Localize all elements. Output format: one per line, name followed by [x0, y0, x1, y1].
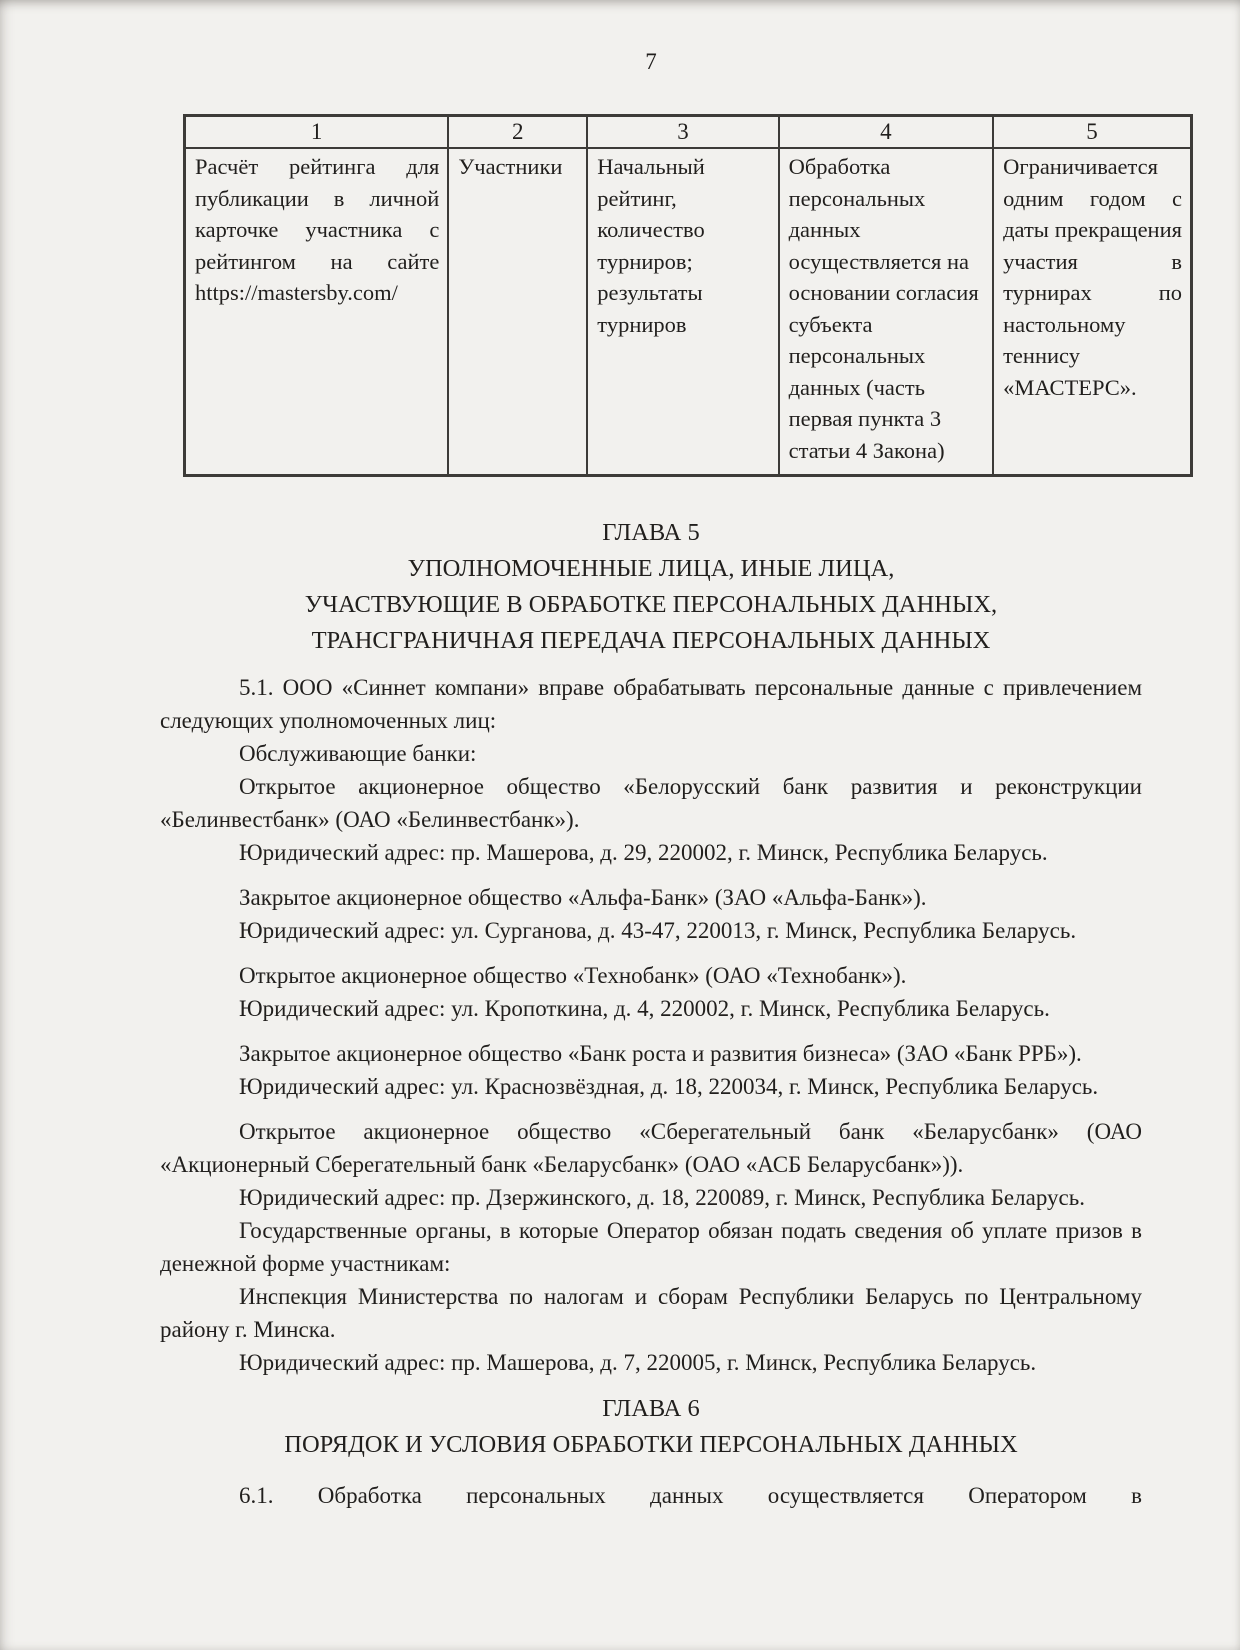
table-header-col2: 2 — [448, 116, 587, 149]
cell-legal-basis: Обработка персональных данных осуществляется на основании согласия субъекта персональных данных (часть первая пункта 3 статьи 4 Закона) — [779, 148, 993, 476]
paragraph-6-1: 6.1. Обработка персональных данных осуществляется Оператором в — [239, 1483, 1142, 1508]
page-content — [160, 0, 1182, 1512]
paragraph-rrb-bank: Закрытое акционерное общество «Банк роста и развития бизнеса» (ЗАО «Банк РРБ»). — [239, 1041, 1082, 1066]
paragraph-belinvestbank: Открытое акционерное общество «Белорусский банк развития и реконструкции «Белинвестбанк» (ОАО «Белинвестбанк»). — [160, 774, 1142, 832]
cell-data-list: Начальный рейтинг, количество турниров; результаты турниров — [587, 148, 778, 476]
chapter-5-title-line1: УПОЛНОМОЧЕННЫЕ ЛИЦА, ИНЫЕ ЛИЦА, — [407, 555, 895, 582]
chapter-6-title: ПОРЯДОК И УСЛОВИЯ ОБРАБОТКИ ПЕРСОНАЛЬНЫХ ДАННЫХ — [284, 1431, 1018, 1458]
chapter-6-heading — [160, 1391, 1142, 1463]
paragraph-alfa-bank: Закрытое акционерное общество «Альфа-Банк» (ЗАО «Альфа-Банк»). — [239, 885, 927, 910]
cell-storage-period: Ограничивается одним годом с даты прекращения участия в турнирах по настольному теннису «МАСТЕРС». — [993, 148, 1191, 476]
table-header-row — [185, 116, 1192, 149]
chapter-6-number: ГЛАВА 6 — [602, 1395, 700, 1422]
cell-subjects: Участники — [448, 148, 587, 476]
table-header-col5: 5 — [993, 116, 1191, 149]
paragraph-tax-inspection: Инспекция Министерства по налогам и сборам Республики Беларусь по Центральному району г. Минска. — [160, 1284, 1142, 1342]
table-header-col1: 1 — [185, 116, 449, 149]
table-header-col4: 4 — [779, 116, 993, 149]
paragraph-serving-banks: Обслуживающие банки: — [239, 741, 477, 766]
chapter-6-body — [160, 1479, 1142, 1512]
table-row — [185, 148, 1192, 476]
cell-processing-purpose: Расчёт рейтинга для публикации в личной карточке участника с рейтингом на сайте https://mastersby.com/ — [185, 148, 449, 476]
paragraph-belarusbank: Открытое акционерное общество «Сберегательный банк «Беларусбанк» (ОАО «Акционерный Сберегательный банк «Беларусбанк» (ОАО «АСБ Беларусбанк»)). — [160, 1119, 1142, 1177]
page-number: 7 — [645, 49, 657, 74]
paragraph-state-bodies: Государственные органы, в которые Оператор обязан подать сведения об уплате призов в денежной форме участникам: — [160, 1218, 1142, 1276]
chapter-5-body — [160, 671, 1142, 1379]
paragraph-technobank-address: Юридический адрес: ул. Кропоткина, д. 4, 220002, г. Минск, Республика Беларусь. — [239, 996, 1050, 1021]
table-header-col3: 3 — [587, 116, 778, 149]
paragraph-technobank: Открытое акционерное общество «Технобанк» (ОАО «Технобанк»). — [239, 963, 907, 988]
paragraph-tax-inspection-address: Юридический адрес: пр. Машерова, д. 7, 220005, г. Минск, Республика Беларусь. — [239, 1350, 1037, 1375]
chapter-5-title-line2: УЧАСТВУЮЩИЕ В ОБРАБОТКЕ ПЕРСОНАЛЬНЫХ ДАННЫХ, — [304, 591, 998, 618]
chapter-5-number: ГЛАВА 5 — [602, 519, 700, 546]
paragraph-belarusbank-address: Юридический адрес: пр. Дзержинского, д. 18, 220089, г. Минск, Республика Беларусь. — [239, 1185, 1085, 1210]
chapter-5-heading — [160, 515, 1142, 659]
paragraph-alfa-bank-address: Юридический адрес: ул. Сурганова, д. 43-47, 220013, г. Минск, Республика Беларусь. — [239, 918, 1077, 943]
paragraph-5-1: 5.1. ООО «Синнет компани» вправе обрабатывать персональные данные с привлечением следующих уполномоченных лиц: — [160, 675, 1142, 733]
personal-data-processing-table — [183, 114, 1193, 477]
chapter-5-title-line3: ТРАНСГРАНИЧНАЯ ПЕРЕДАЧА ПЕРСОНАЛЬНЫХ ДАННЫХ — [311, 627, 991, 654]
paragraph-belinvestbank-address: Юридический адрес: пр. Машерова, д. 29, 220002, г. Минск, Республика Беларусь. — [239, 840, 1048, 865]
paragraph-rrb-bank-address: Юридический адрес: ул. Краснозвёздная, д. 18, 220034, г. Минск, Республика Беларусь. — [239, 1074, 1099, 1099]
